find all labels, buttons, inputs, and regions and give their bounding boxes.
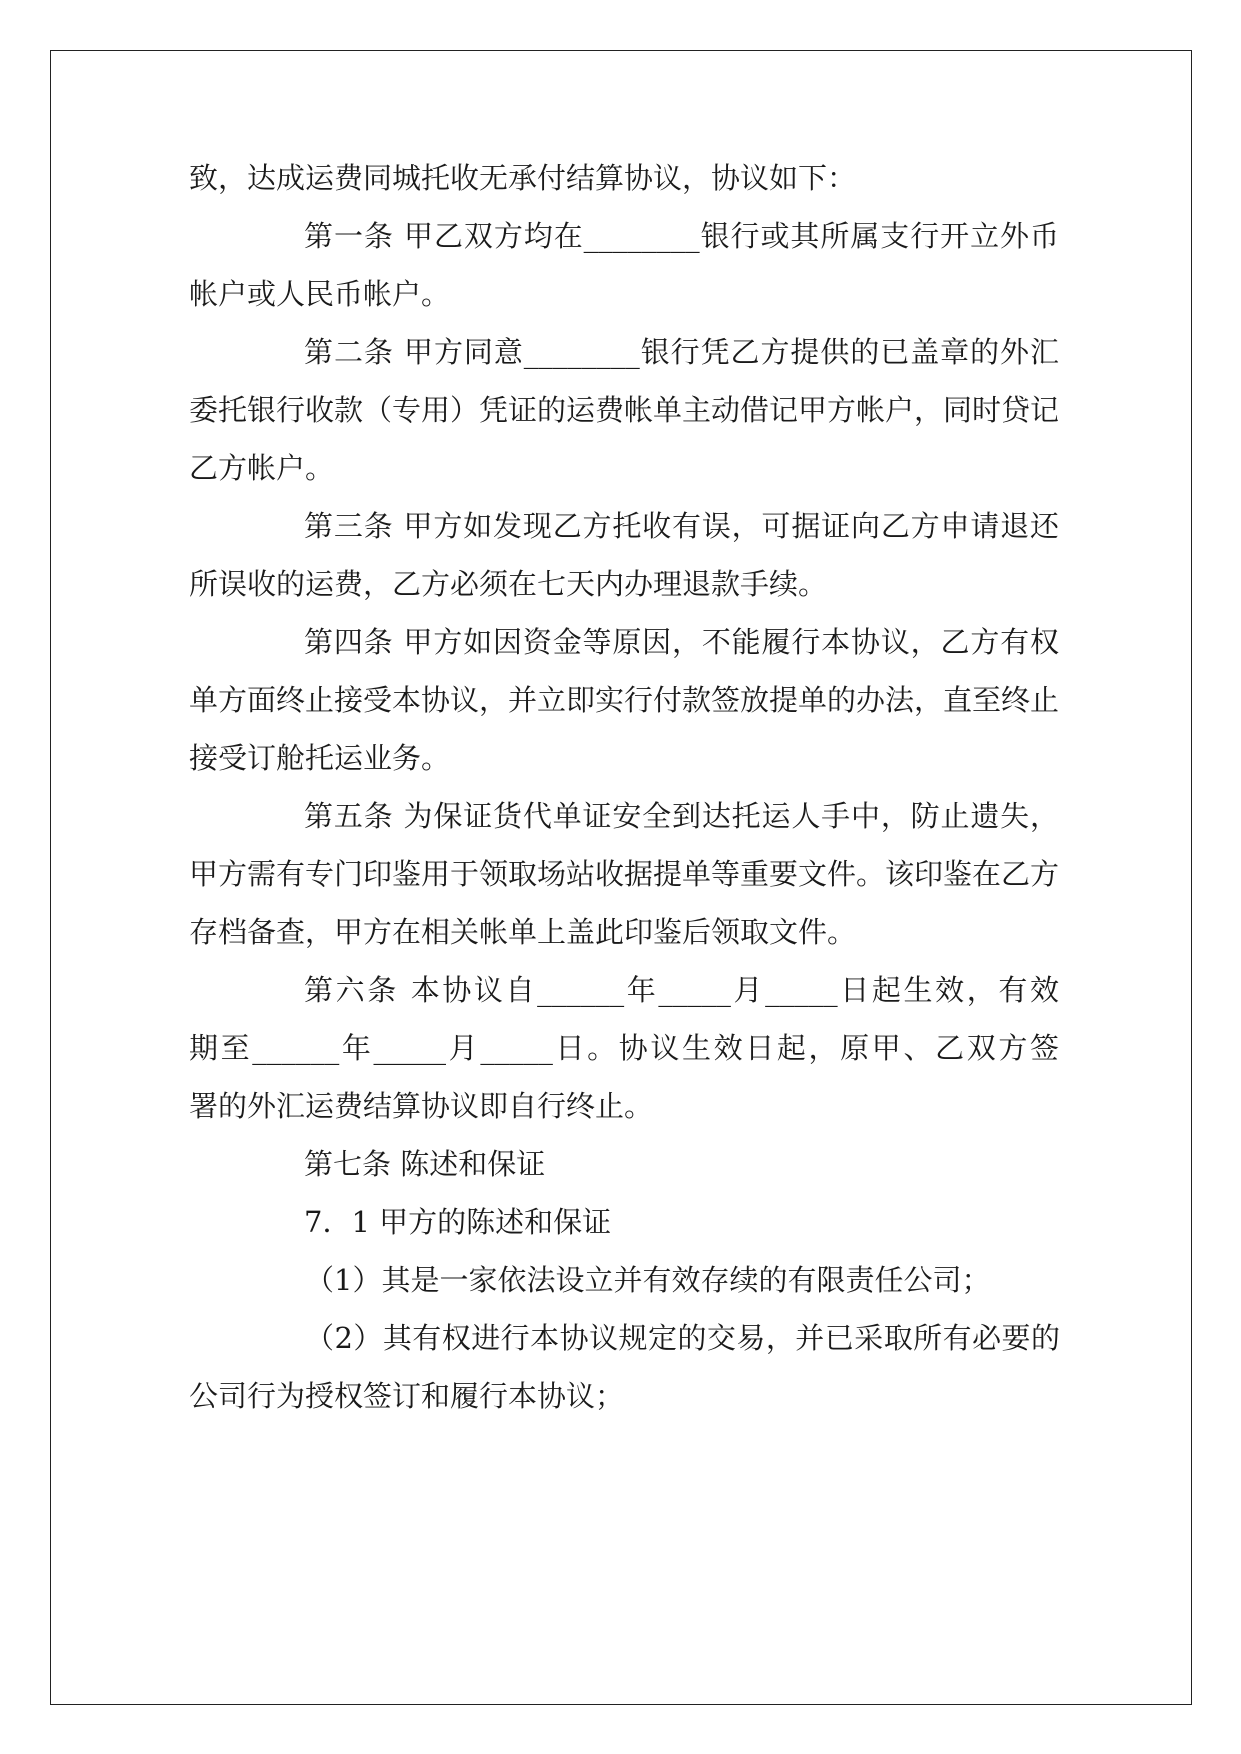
article-2-line-1: 第二条 甲方同意________银行凭乙方提供的已盖章的外汇 (304, 335, 1059, 369)
article-4-line-3: 接受订舱托运业务。 (189, 741, 451, 775)
article-6-line-3: 署的外汇运费结算协议即自行终止。 (189, 1089, 654, 1123)
clause-1: （1）其是一家依法设立并有效存续的有限责任公司； (305, 1263, 991, 1297)
article-1-line-1: 第一条 甲乙双方均在________银行或其所属支行开立外币 (304, 219, 1059, 253)
clause-2-line-1: （2）其有权进行本协议规定的交易，并已采取所有必要的 (305, 1321, 1060, 1355)
article-6-line-2: 期至______年_____月_____日。协议生效日起，原甲、乙双方签 (189, 1031, 1059, 1065)
article-6-line-1: 第六条 本协议自______年_____月_____日起生效，有效 (304, 973, 1059, 1007)
article-2-line-2: 委托银行收款（专用）凭证的运费帐单主动借记甲方帐户，同时贷记 (189, 393, 1060, 427)
article-5-line-3: 存档备查，甲方在相关帐单上盖此印鉴后领取文件。 (189, 915, 857, 949)
article-4-line-2: 单方面终止接受本协议，并立即实行付款签放提单的办法，直至终止 (189, 683, 1060, 717)
article-5-line-1: 第五条 为保证货代单证安全到达托运人手中，防止遗失， (304, 799, 1059, 833)
section-7-1-heading: 7．1 甲方的陈述和保证 (304, 1205, 612, 1239)
text-line: 致，达成运费同城托收无承付结算协议，协议如下： (189, 161, 857, 195)
article-4-line-1: 第四条 甲方如因资金等原因，不能履行本协议，乙方有权 (304, 625, 1059, 659)
article-2-line-3: 乙方帐户。 (189, 451, 335, 485)
article-3-line-1: 第三条 甲方如发现乙方托收有误，可据证向乙方申请退还 (304, 509, 1059, 543)
article-3-line-2: 所误收的运费，乙方必须在七天内办理退款手续。 (189, 567, 828, 601)
article-1-line-2: 帐户或人民币帐户。 (189, 277, 451, 311)
clause-2-line-2: 公司行为授权签订和履行本协议； (189, 1379, 625, 1413)
article-7-heading: 第七条 陈述和保证 (304, 1147, 546, 1181)
article-5-line-2: 甲方需有专门印鉴用于领取场站收据提单等重要文件。该印鉴在乙方 (189, 857, 1060, 891)
